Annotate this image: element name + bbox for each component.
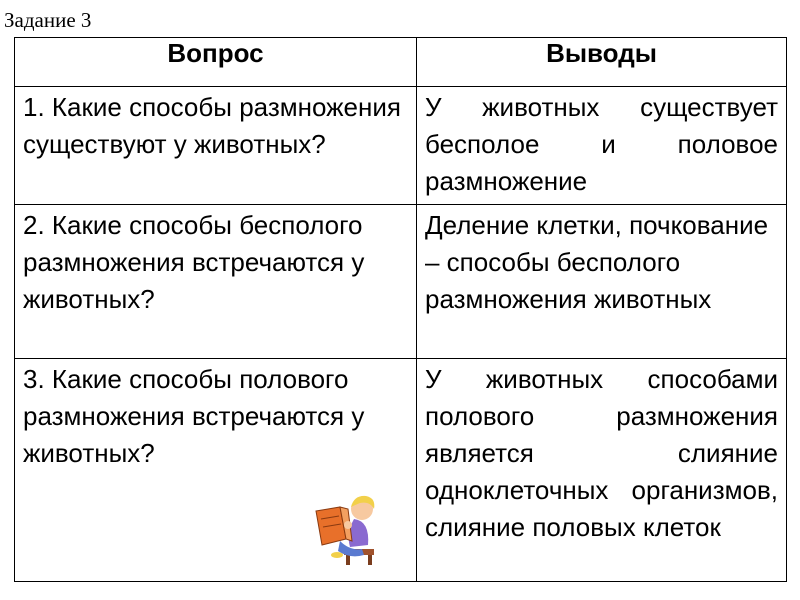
question-cell bbox=[15, 359, 417, 582]
answer-text: У животных существует бесполое и половое размножение bbox=[425, 92, 778, 196]
question-cell bbox=[15, 205, 417, 359]
question-text: 2. Какие способы бесполого размножения встречаются у животных? bbox=[23, 210, 365, 314]
task-title: Задание 3 bbox=[4, 8, 92, 32]
table-row bbox=[15, 205, 787, 359]
table-row bbox=[15, 359, 787, 582]
answer-text: У животных способами полового размножения является слияние одноклеточных организмов, слияние половых клеток bbox=[425, 364, 778, 542]
answer-cell bbox=[417, 205, 787, 359]
question-conclusion-table bbox=[14, 37, 787, 582]
question-text: 3. Какие способы полового размножения встречаются у животных? bbox=[23, 364, 365, 468]
header-question: Вопрос bbox=[15, 38, 417, 87]
answer-cell bbox=[417, 359, 787, 582]
question-cell bbox=[15, 87, 417, 205]
answer-cell bbox=[417, 87, 787, 205]
answer-text: Деление клетки, почкование – способы бесполого размножения животных bbox=[425, 210, 769, 314]
table-header-row bbox=[15, 38, 787, 87]
table-row bbox=[15, 87, 787, 205]
child-reading-book-icon bbox=[310, 489, 390, 567]
header-conclusions: Выводы bbox=[417, 38, 787, 87]
question-text: 1. Какие способы размножения существуют у животных? bbox=[23, 92, 401, 159]
